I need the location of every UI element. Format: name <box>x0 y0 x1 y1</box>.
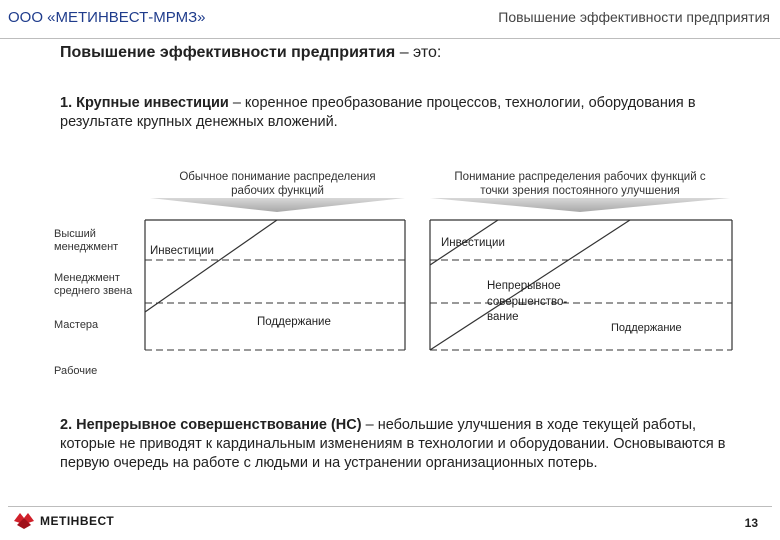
left-caption-line-1: Обычное понимание распределения <box>179 171 376 183</box>
right-maintenance-label: Поддержание <box>611 322 682 334</box>
company-logo <box>14 513 114 529</box>
right-improvement-line-1: Непрерывное <box>487 280 561 292</box>
level-middle-line-1: Менеджмент <box>54 272 120 284</box>
level-top-line-1: Высший <box>54 228 96 240</box>
point-1-heading: 1. Крупные инвестиции <box>60 95 229 111</box>
point-1-text: – коренное преобразование процессов, технологии, оборудования в результате крупных денежных вложений. <box>60 95 696 130</box>
left-caption-line-2: рабочих функций <box>231 185 324 197</box>
section-title: Повышение эффективности предприятия <box>498 9 770 25</box>
right-caption-line-1: Понимание распределения рабочих функций с <box>454 171 706 183</box>
left-box <box>145 220 405 350</box>
slide-title-main: Повышение эффективности предприятия <box>60 44 396 61</box>
point-2-text: – небольшие улучшения в ходе текущей работы, которые не приводят к кардинальным изменениям в технологии и оборудовании. Основываются в первую очередь на работе с людьми и на устранении организационных потерь. <box>60 417 726 471</box>
left-maintenance-label: Поддержание <box>257 316 331 328</box>
right-caption-line-2: точки зрения постоянного улучшения <box>480 185 680 197</box>
slide-title-tail: – это: <box>395 44 442 61</box>
right-investments-label: Инвестиции <box>441 237 505 249</box>
level-top-line-2: менеджмент <box>54 241 119 253</box>
logo-text: МЕТІНВЕСТ <box>40 514 115 528</box>
right-improvement-line-2: совершенство- <box>487 296 568 308</box>
page-number: 13 <box>744 516 758 530</box>
left-down-arrow <box>150 198 405 212</box>
right-improvement-line-3: вание <box>487 311 519 323</box>
level-masters: Мастера <box>54 319 99 331</box>
footer-divider <box>8 506 772 507</box>
point-2-heading: 2. Непрерывное совершенствование (НС) <box>60 417 362 433</box>
company-name: ООО «МЕТИНВЕСТ-МРМЗ» <box>8 9 206 26</box>
right-down-arrow <box>430 198 730 212</box>
left-box-split-line <box>145 220 277 312</box>
metinvest-logo-icon <box>14 513 34 529</box>
point-2 <box>60 416 750 473</box>
level-workers: Рабочие <box>54 365 98 377</box>
level-middle-line-2: среднего звена <box>54 285 133 297</box>
left-investments-label: Инвестиции <box>150 245 214 257</box>
